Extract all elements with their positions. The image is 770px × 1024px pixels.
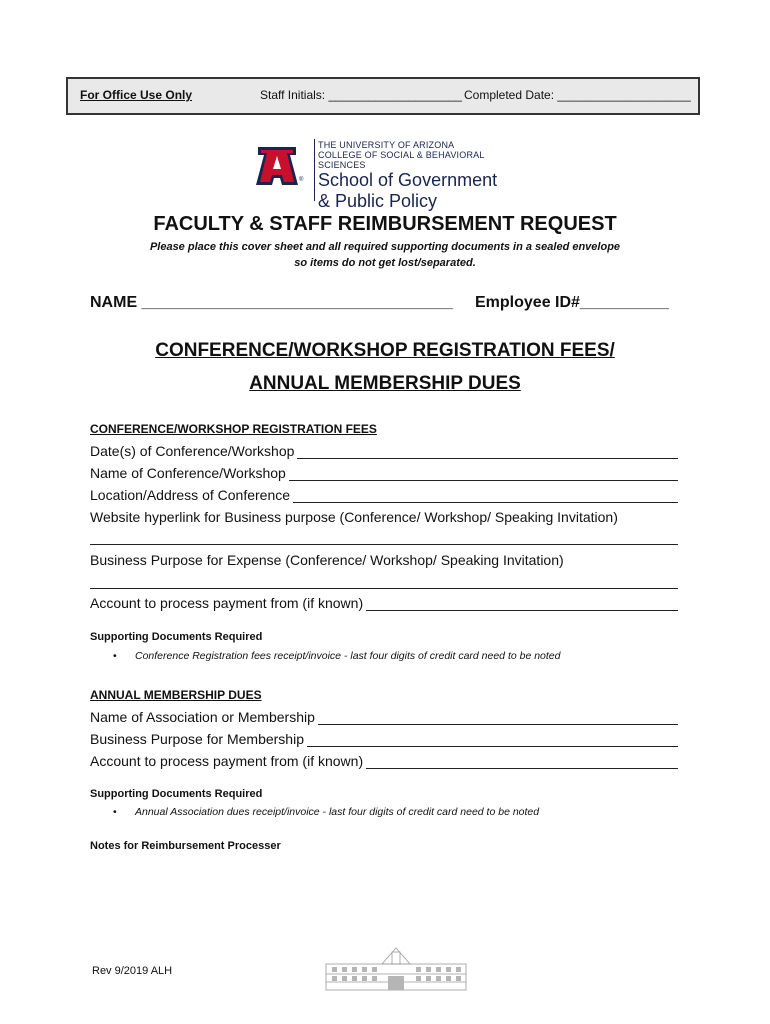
office-use-label: For Office Use Only — [80, 88, 193, 102]
staff-initials-field[interactable]: Staff Initials: ____________________ — [260, 88, 462, 102]
notes-label: Notes for Reimbursement Processer — [90, 840, 281, 852]
bullet-icon: • — [113, 650, 117, 662]
school-logo — [252, 137, 532, 211]
input-line[interactable] — [289, 466, 678, 481]
membership-account-field[interactable] — [90, 751, 678, 769]
input-line[interactable] — [366, 754, 678, 769]
logo-school-line1: School of Government — [318, 170, 498, 190]
field-label: Business Purpose for Expense (Conference/ Workshop/ Speaking Invitation) — [90, 552, 564, 568]
completed-date-field[interactable]: Completed Date: ____________________ — [464, 88, 691, 102]
section-heading-line-2: ANNUAL MEMBERSHIP DUES — [249, 373, 521, 394]
website-hyperlink-input-line[interactable] — [90, 543, 678, 545]
name-field[interactable]: NAME ___________________________________ — [90, 294, 453, 311]
field-label: Date(s) of Conference/Workshop — [90, 443, 295, 459]
svg-text:A: A — [252, 141, 253, 142]
building-sketch-icon — [322, 944, 470, 994]
membership-supporting-title: Supporting Documents Required — [90, 788, 263, 800]
conference-dates-field[interactable] — [90, 441, 678, 459]
input-line[interactable] — [297, 444, 678, 459]
logo-college: COLLEGE OF SOCIAL & BEHAVIORAL SCIENCES — [318, 150, 485, 170]
logo-trademark: ® — [299, 177, 304, 183]
supporting-item-text: Conference Registration fees receipt/invoice - last four digits of credit card need to be noted — [135, 650, 561, 662]
field-label: Name of Association or Membership — [90, 709, 315, 725]
input-line[interactable] — [366, 596, 678, 611]
logo-university: THE UNIVERSITY OF ARIZONA — [318, 140, 455, 150]
form-title: FACULTY & STAFF REIMBURSEMENT REQUEST — [153, 213, 617, 235]
instructions-line-1: Please place this cover sheet and all required supporting documents in a sealed envelope — [149, 241, 621, 253]
logo-divider — [314, 139, 315, 201]
field-label: Account to process payment from (if known) — [90, 595, 364, 611]
membership-section-title: ANNUAL MEMBERSHIP DUES — [90, 688, 262, 702]
logo-text — [318, 140, 532, 212]
input-line[interactable] — [307, 732, 678, 747]
website-hyperlink-label — [90, 507, 678, 525]
field-label: Account to process payment from (if known) — [90, 753, 364, 769]
conference-account-field[interactable] — [90, 593, 678, 611]
bullet-icon: • — [113, 806, 117, 818]
membership-purpose-field[interactable] — [90, 729, 678, 747]
conference-section-title: CONFERENCE/WORKSHOP REGISTRATION FEES — [90, 422, 377, 436]
business-purpose-label — [90, 550, 678, 568]
association-name-field[interactable] — [90, 707, 678, 725]
conference-supporting-title: Supporting Documents Required — [90, 631, 263, 643]
input-line[interactable] — [293, 488, 678, 503]
conference-location-field[interactable] — [90, 485, 678, 503]
conference-supporting-item — [113, 650, 561, 662]
instructions-line-2: so items do not get lost/separated. — [294, 257, 476, 269]
section-heading-line-1: CONFERENCE/WORKSHOP REGISTRATION FEES/ — [155, 340, 615, 361]
field-label: Website hyperlink for Business purpose (Conference/ Workshop/ Speaking Invitation) — [90, 509, 618, 525]
conference-name-field[interactable] — [90, 463, 678, 481]
arizona-a-logo-icon — [252, 141, 302, 191]
field-label: Location/Address of Conference — [90, 487, 291, 503]
logo-school-line2: & Public Policy — [318, 191, 438, 211]
supporting-item-text: Annual Association dues receipt/invoice - last four digits of credit card need to be noted — [135, 806, 540, 818]
field-label: Name of Conference/Workshop — [90, 465, 286, 481]
input-line[interactable] — [318, 710, 678, 725]
employee-id-field[interactable]: Employee ID#__________ — [475, 294, 669, 311]
business-purpose-input-line[interactable] — [90, 587, 678, 589]
membership-supporting-item — [113, 806, 539, 818]
office-use-box — [66, 77, 700, 115]
revision-footer: Rev 9/2019 ALH — [92, 965, 173, 977]
field-label: Business Purpose for Membership — [90, 731, 304, 747]
